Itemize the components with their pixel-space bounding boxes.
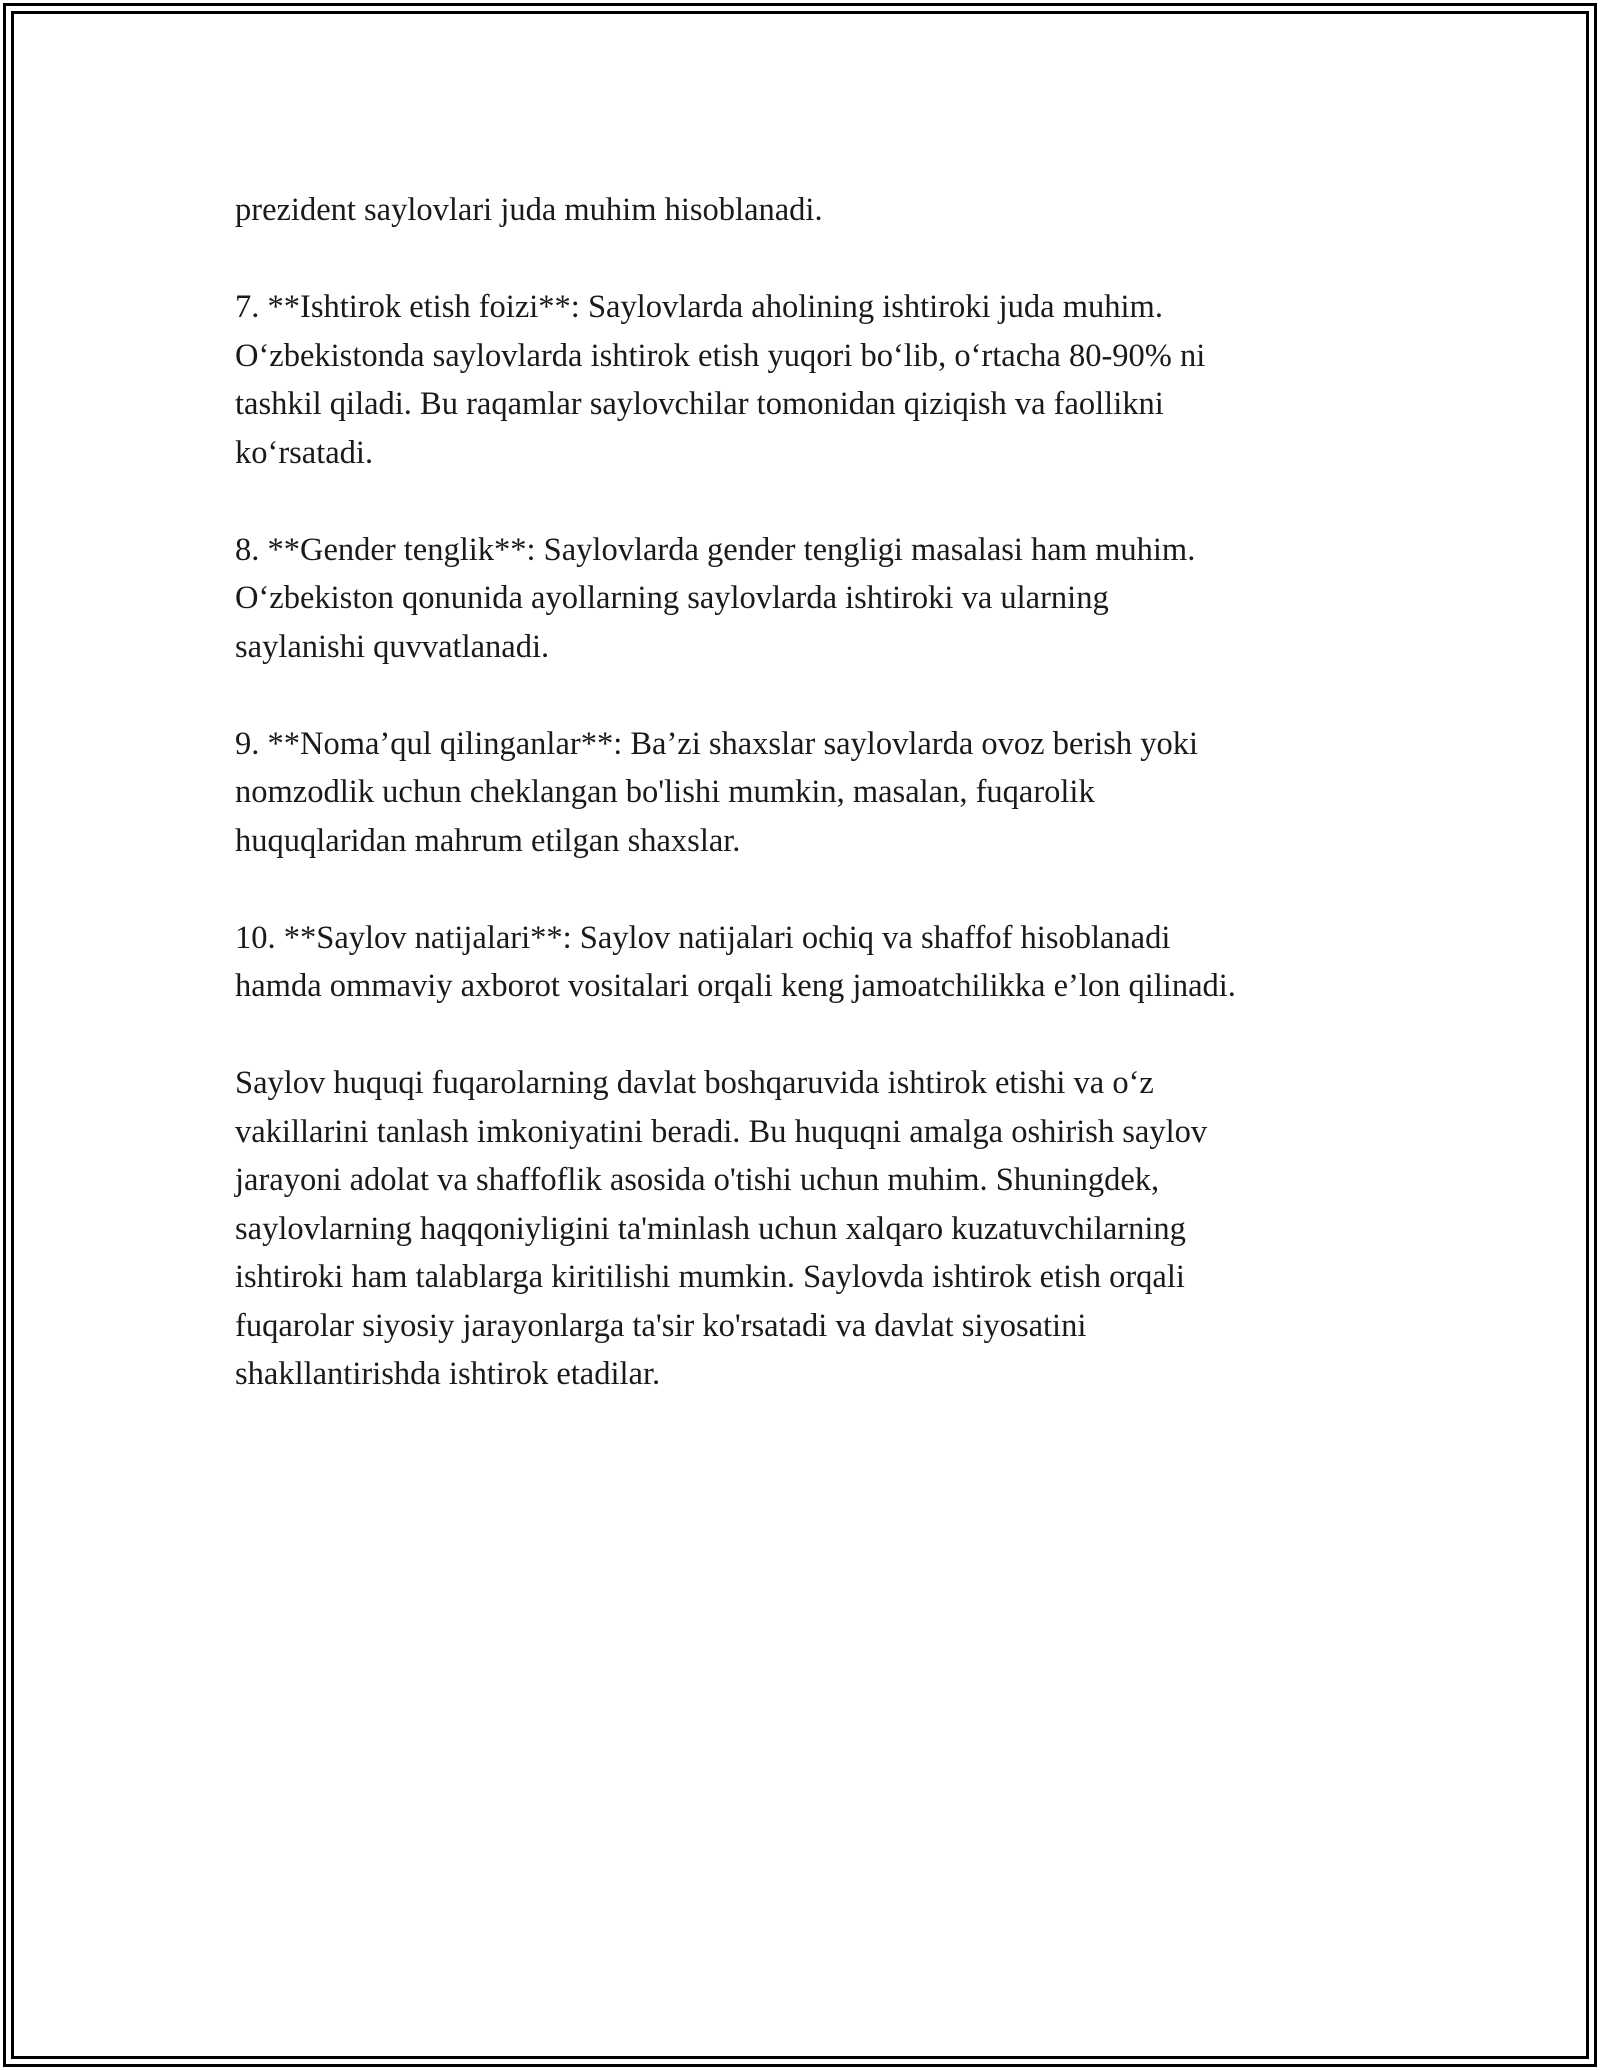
paragraph-intro-continuation: prezident saylovlari juda muhim hisoblanadi. (235, 192, 823, 228)
document-body (235, 186, 1415, 1399)
paragraph-item-9-disqualified: 9. **Noma’qul qilinganlar**: Ba’zi shaxslar saylovlarda ovoz berish yoki nomzodlik uchun cheklangan bo'lishi mumkin, masalan, fuqarolik huquqlaridan mahrum etilgan shaxslar. (235, 725, 1199, 859)
paragraph-item-7-turnout: 7. **Ishtirok etish foizi**: Saylovlarda aholining ishtiroki juda muhim. O‘zbekistonda saylovlarda ishtirok etish yuqori bo‘lib, o‘rtacha 80-90% ni tashkil qiladi. Bu raqamlar saylovchilar tomonidan qiziqish va faollikni ko‘rsatadi. (235, 289, 1206, 471)
paragraph-item-8-gender-equality: 8. **Gender tenglik**: Saylovlarda gender tengligi masalasi ham muhim. O‘zbekiston qonunida ayollarning saylovlarda ishtiroki va ularning saylanishi quvvatlanadi. (235, 531, 1196, 665)
paragraph-item-10-election-results: 10. **Saylov natijalari**: Saylov natijalari ochiq va shaffof hisoblanadi hamda ommaviy axborot vositalari orqali keng jamoatchilikka e’lon qilinadi. (235, 919, 1236, 1004)
paragraph-conclusion: Saylov huquqi fuqarolarning davlat boshqaruvida ishtirok etishi va o‘z vakillarini tanlash imkoniyatini beradi. Bu huquqni amalga oshirish saylov jarayoni adolat va shaffoflik asosida o'tishi uchun muhim. Shuningdek, saylovlarning haqqoniyligini ta'minlash uchun xalqaro kuzatuvchilarning ishtiroki ham talablarga kiritilishi mumkin. Saylovda ishtirok etish orqali fuqarolar siyosiy jarayonlarga ta'sir ko'rsatadi va davlat siyosatini shakllantirishda ishtirok etadilar. (235, 1065, 1208, 1392)
